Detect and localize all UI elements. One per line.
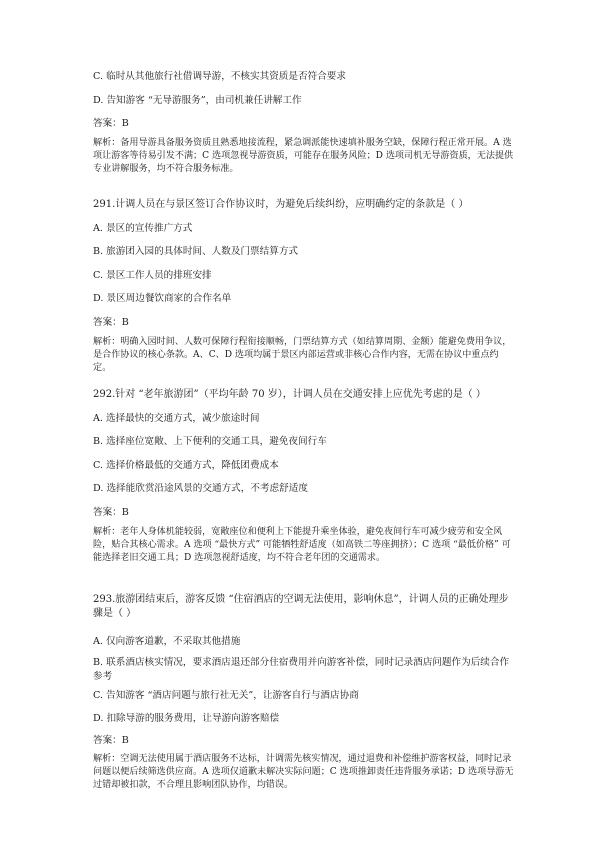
question-293-option-a: A. 仅向游客道歉，不采取其他措施 bbox=[93, 636, 241, 647]
explanation-prev: 解析：备用导游具备服务资质且熟悉地接流程，紧急调派能快速填补服务空缺，保障行程正常开展。A 选项让游客等待易引发不满；C 选项忽视导游资质，可能存在服务风险；D 选项司机无导游资质，无法提供专业讲解服务，均不符合服务标准。 bbox=[93, 138, 514, 174]
question-293-option-b: B. 联系酒店核实情况，要求酒店退还部分住宿费用并向游客补偿，同时记录酒店问题作为后续合作参考 bbox=[93, 657, 510, 682]
question-293-option-c: C. 告知游客 “酒店问题与旅行社无关”，让游客自行与酒店协商 bbox=[93, 690, 359, 701]
option-c-prev: C. 临时从其他旅行社借调导游，不核实其资质是否符合要求 bbox=[93, 71, 346, 82]
question-291-answer: 答案：B bbox=[93, 317, 129, 328]
question-293-stem: 293.旅游团结束后，游客反馈 “住宿酒店的空调无法使用，影响休息”，计调人员的正确处理步骤是（ ） bbox=[93, 594, 509, 619]
question-292-answer: 答案：B bbox=[93, 507, 129, 518]
question-292-option-c: C. 选择价格最低的交通方式，降低团费成本 bbox=[93, 460, 279, 471]
question-291-explanation: 解析：明确入园时间、人数可保障行程衔接顺畅，门票结算方式（如结算周期、金额）能避免费用争议，是合作协议的核心条款。A、C、D 选项均属于景区内部运营或非核心合作内容，无需在协议中重点约定。 bbox=[93, 337, 512, 373]
question-292-explanation: 解析：老年人身体机能较弱，宽敞座位和便利上下能提升乘坐体验，避免夜间行车可减少疲劳和安全风险，贴合其核心需求。A 选项 “最快方式” 可能牺牲舒适度（如高铁二等座拥挤）；C 选项 “最低价格” 可能选择老旧交通工具；D 选项忽视舒适度，均不符合老年团的交通需求。 bbox=[93, 527, 511, 563]
option-d-prev: D. 告知游客 “无导游服务”，由司机兼任讲解工作 bbox=[93, 95, 302, 106]
question-293-explanation: 解析：空调无法使用属于酒店服务不达标，计调需先核实情况，通过退费和补偿维护游客权益，同时记录问题以便后续筛选供应商。A 选项仅道歉未解决实际问题；C 选项推卸责任违背服务承诺；D 选项导游无过错却被扣款，不合理且影响团队协作，均错误。 bbox=[93, 754, 514, 790]
question-291-option-a: A. 景区的宣传推广方式 bbox=[93, 223, 193, 234]
question-293-answer: 答案：B bbox=[93, 735, 129, 746]
question-291-option-b: B. 旅游团入园的具体时间、人数及门票结算方式 bbox=[93, 246, 299, 257]
question-292-option-b: B. 选择座位宽敞、上下便利的交通工具，避免夜间行车 bbox=[93, 436, 327, 447]
question-291-stem: 291.计调人员在与景区签订合作协议时，为避免后续纠纷，应明确约定的条款是（ ） bbox=[93, 199, 469, 210]
question-292-option-d: D. 选择能欣赏沿途风景的交通方式，不考虑舒适度 bbox=[93, 483, 308, 494]
question-293-option-d: D. 扣除导游的服务费用，让导游向游客赔偿 bbox=[93, 713, 280, 724]
question-291-option-c: C. 景区工作人员的排班安排 bbox=[93, 270, 212, 281]
question-292-option-a: A. 选择最快的交通方式，减少旅途时间 bbox=[93, 413, 260, 424]
answer-prev: 答案：B bbox=[93, 118, 129, 129]
question-291-option-d: D. 景区周边餐饮商家的合作名单 bbox=[93, 293, 232, 304]
question-292-stem: 292.针对 “老年旅游团”（平均年龄 70 岁），计调人员在交通安排上应优先考虑的是（ ） bbox=[93, 389, 486, 400]
